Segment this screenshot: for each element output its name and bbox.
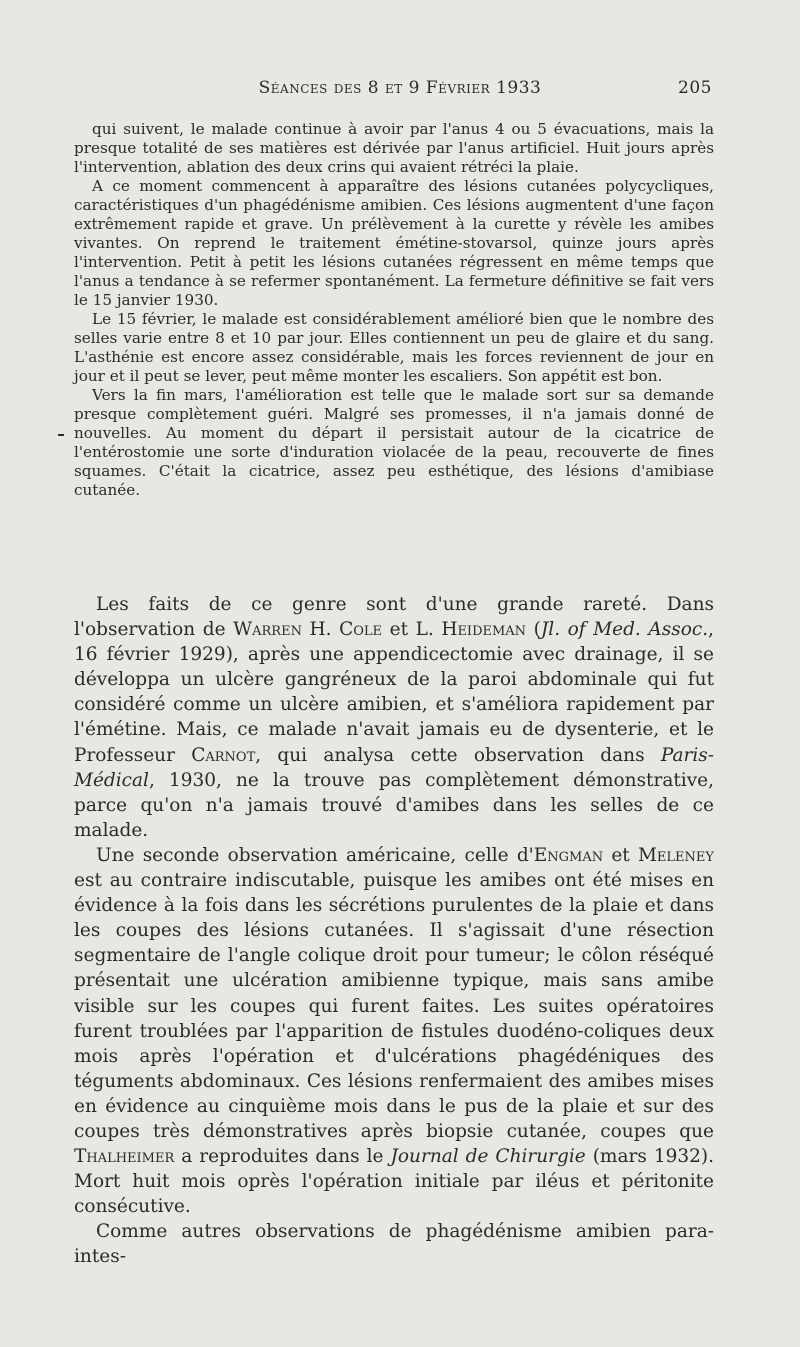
margin-mark [58,434,64,436]
paragraph: A ce moment commencent à apparaître des lésions cutanées polycycliques, caractéristiques d'un phagédénisme amibien. Ces lésions augmentent d'une façon extrêmement rapide et grave. Un prélèvement à la curette y révèle les amibes vivantes. On reprend le traitement émétine-stovarsol, quinze jours après l'intervention. Petit à petit les lésions cutanées régressent en même temps que l'anus a tendance à se refermer spontanément. La fermeture définitive se fait vers le 15 janvier 1930. [74,177,714,309]
text-run: Une seconde observation américaine, celle d' [96,844,534,866]
running-title: Séances des 8 et 9 Février 1933 [258,78,542,98]
paragraph: Le 15 février, le malade est considérablement amélioré bien que le nombre des selles varie entre 8 et 10 par jour. Elles contiennent un peu de glaire et du sang. L'asthénie est encore assez considérable, mais les forces reviennent de jour en jour et il peut se lever, peut même monter les escaliers. Son appétit est bon. [74,310,714,385]
text-run: , qui analysa cette observation dans [255,744,661,766]
journal-title: Jl. of Med. Assoc. [540,619,709,641]
author-name: Engman [533,844,604,866]
text-run: a reproduites dans le [174,1146,391,1168]
text-run: (mars 1932). Mort huit mois oprès l'opération initiale par iléus et péritonite consécutive. [74,1146,714,1218]
author-name: Carnot [191,744,256,766]
main-body-text [74,592,714,1270]
journal-title: Paris-Médical [74,744,714,791]
paragraph: Comme autres observations de phagédénisme amibien para-intes- [74,1221,714,1268]
running-header [88,78,712,104]
text-run: et [603,844,638,866]
text-run: , 16 février 1929), après une appendicectomie avec drainage, il se développa un ulcère gangréneux de la paroi abdominale qui fut considéré comme un ulcère amibien, et s'améliora rapidement par l'émétine. Mais, ce malade n'avait jamais eu de dysenterie, et le Professeur [74,619,714,766]
author-name: Heideman [441,619,527,641]
text-run: , 1930, ne la trouve pas complètement démonstrative, parce qu'on n'a jamais trouvé d'amibes dans les selles de ce malade. [74,769,714,841]
author-name: Cole [339,619,383,641]
author-name: Thalheimer [74,1146,175,1168]
paragraph [74,843,714,1219]
text-run: H. [301,619,340,641]
text-run: et L. [382,619,442,641]
text-run: est au contraire indiscutable, puisque les amibes ont été mises en évidence à la fois dans les sécrétions purulentes de la plaie et dans les coupes des lésions cutanées. Il s'agissait d'une résection segmentaire de l'angle colique droit pour tumeur; le côlon réséqué présentait une ulcération amibienne typique, mais sans amibe visible sur les coupes qui furent faites. Les suites opératoires furent troublées par l'apparition de fistules duodéno-coliques deux mois après l'opération et d'ulcérations phagédéniques des téguments abdominaux. Ces lésions renfermaient des amibes mises en évidence au cinquième mois dans le pus de la plaie et sur des coupes très démonstratives après biopsie cutanée, coupes que [74,870,714,1142]
paragraph: qui suivent, le malade continue à avoir par l'anus 4 ou 5 évacuations, mais la presque totalité de ses matières est dérivée par l'anus artificiel. Huit jours après l'intervention, ablation des deux crins qui avaient rétréci la plaie. [74,120,714,176]
author-name: Meleney [637,844,714,866]
author-name: Warren [233,619,302,641]
paragraph: Vers la fin mars, l'amélioration est telle que le malade sort sur sa demande presque complètement guéri. Malgré ses promesses, il n'a jamais donné de nouvelles. Au moment du départ il persistait autour de la cicatrice de l'entérostomie une sorte d'induration violacée de la peau, recouverte de fines squames. C'était la cicatrice, assez peu esthétique, des lésions d'amibiase cutanée. [74,386,714,499]
text-run: ( [526,619,541,641]
case-report-smalltext [74,120,714,500]
journal-title: Journal de Chirurgie [390,1146,586,1168]
paragraph [74,592,714,843]
page-number: 205 [678,78,712,98]
text-run: Les faits de ce genre sont d'une grande rareté. Dans l'observation de [74,594,714,641]
